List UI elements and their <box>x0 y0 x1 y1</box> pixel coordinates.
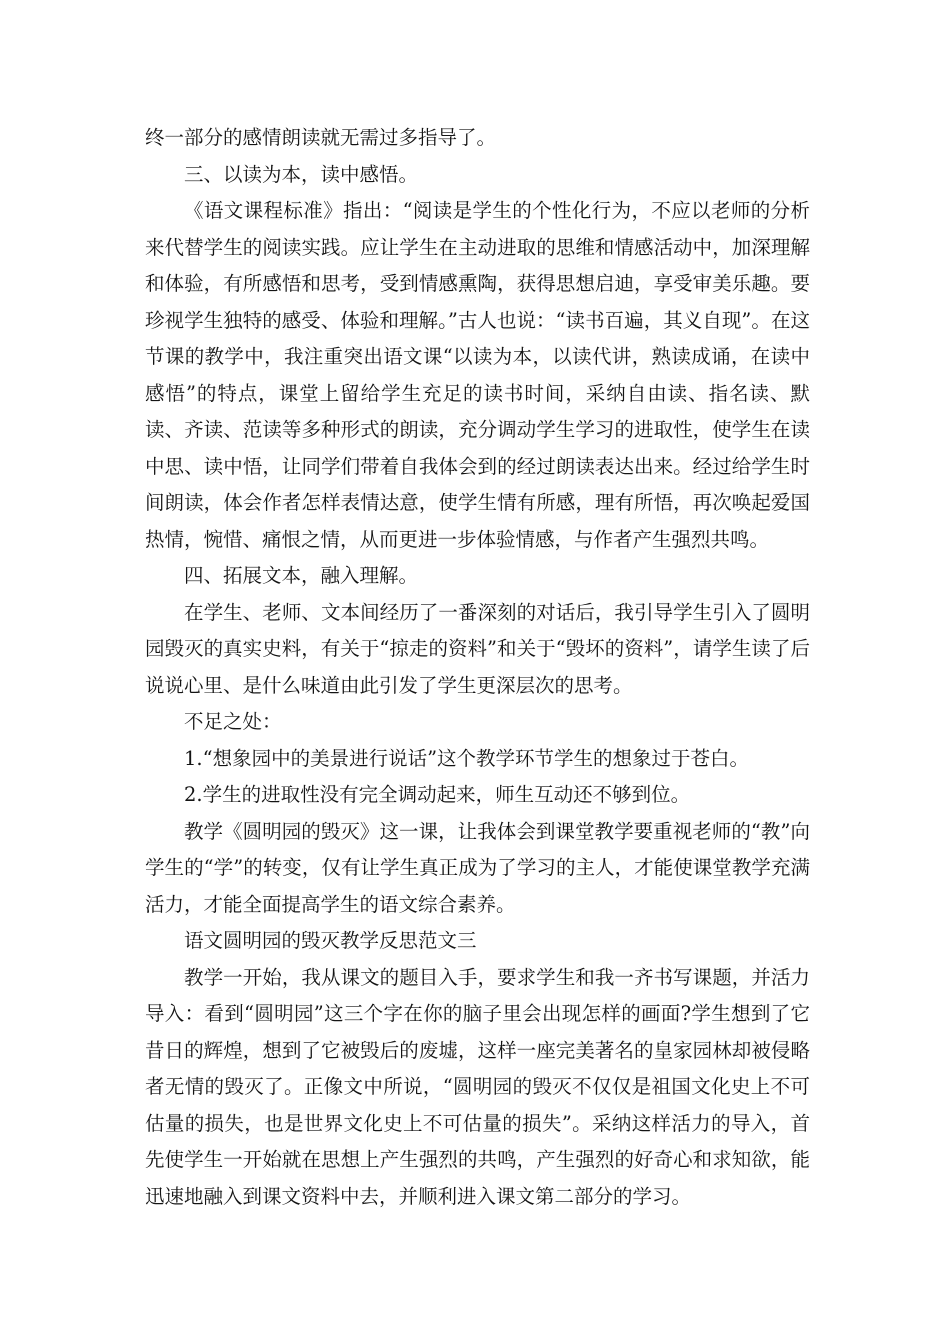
section-heading-4: 四、拓展文本，融入理解。 <box>184 564 419 587</box>
article-title: 语文圆明园的毁灭教学反思范文三 <box>184 929 477 952</box>
list-item: 2.学生的进取性没有完全调动起来，师生互动还不够到位。 <box>184 783 691 806</box>
paragraph: 教学一开始，我从课文的题目入手，要求学生和我一齐书写课题，并活力导入：看到“圆明园”这三个字在你的脑子里会出现怎样的画面?学生想到了它昔日的辉煌，想到了它被毁后的废墟，这样一座完美著名的皇家园林却被侵略者无情的毁灭了。正像文中所说，“圆明园的毁灭不仅仅是祖国文化史上不可估量的损失，也是世界文化史上不可估量的损失”。采纳这样活力的导入，首先使学生一开始就在思想上产生强烈的共鸣，产生强烈的好奇心和求知欲，能迅速地融入到课文资料中去，并顺利进入课文第二部分的学习。 <box>145 965 810 1208</box>
section-heading-3: 三、以读为本，读中感悟。 <box>184 162 419 186</box>
paragraph-continuation: 终一部分的感情朗读就无需过多指导了。 <box>145 126 497 149</box>
paragraph: 在学生、老师、文本间经历了一番深刻的对话后，我引导学生引入了圆明园毁灭的真实史料，有关于“掠走的资料”和关于“毁坏的资料”，请学生读了后说说心里、是什么味道由此引发了学生更深层次的思考。 <box>145 600 810 697</box>
shortcomings-heading: 不足之处： <box>184 710 282 733</box>
paragraph: 教学《圆明园的毁灭》这一课，让我体会到课堂教学要重视老师的“教”向学生的“学”的转变，仅有让学生真正成为了学习的主人，才能使课堂教学充满活力，才能全面提高学生的语文综合素养。 <box>145 819 810 916</box>
document-body <box>145 120 810 1215</box>
paragraph: 《语文课程标准》指出：“阅读是学生的个性化行为，不应以老师的分析来代替学生的阅读实践。应让学生在主动进取的思维和情感活动中，加深理解和体验，有所感悟和思考，受到情感熏陶，获得思想启迪，享受审美乐趣。要珍视学生独特的感受、体验和理解。”古人也说：“读书百遍，其义自现”。在这节课的教学中，我注重突出语文课“以读为本，以读代讲，熟读成诵，在读中感悟”的特点，课堂上留给学生充足的读书时间，采纳自由读、指名读、默读、齐读、范读等多种形式的朗读，充分调动学生学习的进取性，使学生在读中思、读中悟，让同学们带着自我体会到的经过朗读表达出来。经过给学生时间朗读，体会作者怎样表情达意，使学生情有所感，理有所悟，再次唤起爱国热情，惋惜、痛恨之情，从而更进一步体验情感，与作者产生强烈共鸣。 <box>145 199 810 551</box>
list-item: 1.“想象园中的美景进行说话”这个教学环节学生的想象过于苍白。 <box>184 746 750 770</box>
